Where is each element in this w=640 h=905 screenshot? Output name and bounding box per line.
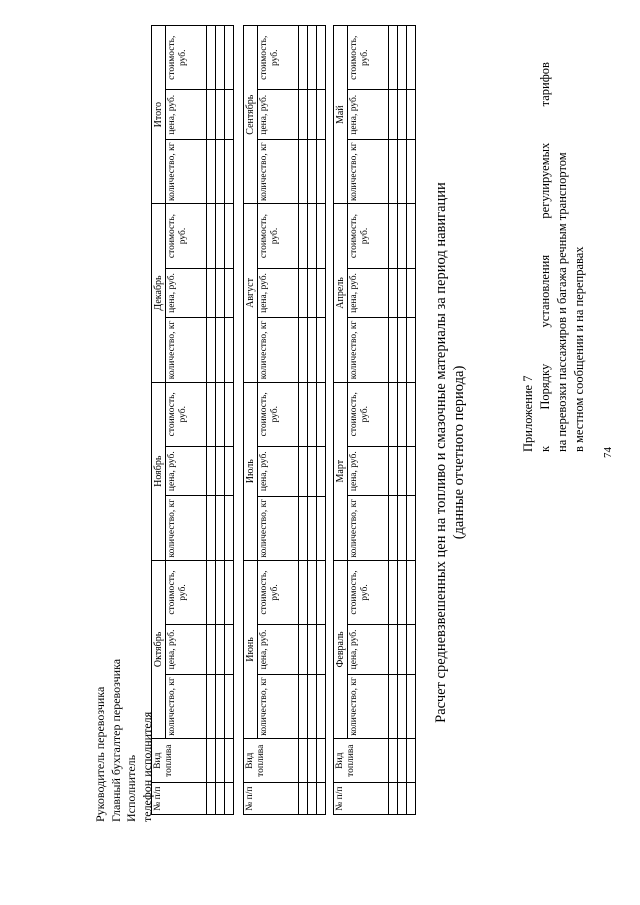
table-cell bbox=[299, 318, 308, 382]
col-header-cost: стоимость, руб. bbox=[166, 204, 207, 268]
table-cell bbox=[225, 204, 234, 268]
table-row bbox=[317, 26, 326, 815]
month-header: Итого bbox=[152, 26, 166, 204]
table-cell bbox=[216, 496, 225, 560]
appendix-block bbox=[520, 52, 588, 452]
table-cell bbox=[398, 318, 407, 382]
table-cell bbox=[308, 496, 317, 560]
table-cell bbox=[317, 674, 326, 738]
table-cell bbox=[308, 318, 317, 382]
table-cell bbox=[308, 560, 317, 624]
table-cell bbox=[317, 90, 326, 140]
table-row bbox=[299, 26, 308, 815]
table-cell bbox=[225, 26, 234, 90]
table-cell bbox=[308, 674, 317, 738]
table-cell bbox=[398, 268, 407, 318]
table-cell bbox=[216, 140, 225, 204]
month-header: Февраль bbox=[334, 560, 348, 738]
title-line-1: Расчет средневзвешенных цен на топливо и смазочные материалы за период навигации bbox=[433, 182, 449, 723]
col-header-quantity: количество, кг bbox=[258, 674, 299, 738]
col-header-price: цена, руб. bbox=[258, 446, 299, 496]
table-cell bbox=[398, 496, 407, 560]
appendix-word: регулируемых bbox=[538, 142, 552, 219]
table-cell bbox=[216, 739, 225, 783]
table-cell bbox=[308, 204, 317, 268]
table-cell bbox=[216, 382, 225, 446]
col-header-fuel-type: Вид топлива bbox=[152, 739, 207, 783]
col-header-quantity: количество, кг bbox=[348, 318, 389, 382]
col-header-fuel-type: Вид топлива bbox=[244, 739, 299, 783]
table-cell bbox=[389, 446, 398, 496]
table-cell bbox=[398, 204, 407, 268]
table-cell bbox=[398, 446, 407, 496]
col-header-quantity: количество, кг bbox=[166, 140, 207, 204]
table-cell bbox=[216, 625, 225, 675]
table-row bbox=[216, 26, 225, 815]
col-header-price: цена, руб. bbox=[348, 90, 389, 140]
table-cell bbox=[398, 739, 407, 783]
col-header-number: № п/п bbox=[152, 783, 207, 815]
table-cell bbox=[225, 496, 234, 560]
table-cell bbox=[207, 268, 216, 318]
month-header: Май bbox=[334, 26, 348, 204]
month-header: Октябрь bbox=[152, 560, 166, 738]
signature-line: Главный бухгалтер перевозчика bbox=[108, 658, 123, 822]
appendix-line-2 bbox=[537, 62, 554, 452]
col-header-cost: стоимость, руб. bbox=[258, 560, 299, 624]
month-header: Июль bbox=[244, 382, 258, 560]
table-cell bbox=[299, 446, 308, 496]
table-cell bbox=[216, 26, 225, 90]
col-header-quantity: количество, кг bbox=[348, 496, 389, 560]
table-cell bbox=[398, 140, 407, 204]
signature-line: Исполнитель bbox=[124, 754, 138, 822]
table-row bbox=[389, 26, 398, 815]
col-header-fuel-type: Вид топлива bbox=[334, 739, 389, 783]
table-cell bbox=[225, 674, 234, 738]
table-cell bbox=[207, 318, 216, 382]
table-cell bbox=[207, 783, 216, 815]
table-cell bbox=[317, 783, 326, 815]
table-cell bbox=[216, 268, 225, 318]
table-cell bbox=[225, 625, 234, 675]
col-header-quantity: количество, кг bbox=[258, 496, 299, 560]
table-cell bbox=[398, 382, 407, 446]
table-cell bbox=[299, 204, 308, 268]
table-cell bbox=[407, 625, 416, 675]
table-cell bbox=[389, 268, 398, 318]
col-header-quantity: количество, кг bbox=[166, 674, 207, 738]
table-cell bbox=[308, 140, 317, 204]
table-cell bbox=[207, 382, 216, 446]
col-header-price: цена, руб. bbox=[166, 268, 207, 318]
col-header-cost: стоимость, руб. bbox=[348, 204, 389, 268]
col-header-cost: стоимость, руб. bbox=[166, 560, 207, 624]
fuel-table-2 bbox=[243, 25, 326, 815]
table-cell bbox=[308, 26, 317, 90]
table-cell bbox=[407, 496, 416, 560]
signature-line: телефон исполнителя bbox=[139, 711, 154, 822]
table-cell bbox=[317, 140, 326, 204]
table-row bbox=[225, 26, 234, 815]
col-header-cost: стоимость, руб. bbox=[166, 26, 207, 90]
col-header-quantity: количество, кг bbox=[348, 140, 389, 204]
fuel-table-1 bbox=[333, 25, 416, 815]
table-cell bbox=[207, 90, 216, 140]
table-cell bbox=[299, 26, 308, 90]
table-cell bbox=[207, 446, 216, 496]
col-header-cost: стоимость, руб. bbox=[348, 26, 389, 90]
table-cell bbox=[317, 625, 326, 675]
table-cell bbox=[389, 560, 398, 624]
table-cell bbox=[407, 739, 416, 783]
table-cell bbox=[207, 625, 216, 675]
col-header-cost: стоимость, руб. bbox=[258, 26, 299, 90]
table-cell bbox=[216, 446, 225, 496]
col-header-cost: стоимость, руб. bbox=[258, 382, 299, 446]
col-header-price: цена, руб. bbox=[258, 90, 299, 140]
col-header-quantity: количество, кг bbox=[166, 318, 207, 382]
table-cell bbox=[308, 268, 317, 318]
table-cell bbox=[216, 674, 225, 738]
table-cell bbox=[317, 739, 326, 783]
table-cell bbox=[207, 674, 216, 738]
title-line-2: (данные отчетного периода) bbox=[451, 365, 467, 540]
table-cell bbox=[407, 382, 416, 446]
month-header: Апрель bbox=[334, 204, 348, 382]
signature-line: Руководитель перевозчика bbox=[93, 686, 107, 822]
table-cell bbox=[207, 26, 216, 90]
table-cell bbox=[225, 90, 234, 140]
table-row bbox=[308, 26, 317, 815]
table-cell bbox=[207, 140, 216, 204]
table-cell bbox=[299, 382, 308, 446]
month-header: Ноябрь bbox=[152, 382, 166, 560]
table-cell bbox=[407, 446, 416, 496]
table-row bbox=[207, 26, 216, 815]
appendix-line-3: на перевозки пассажиров и багажа речным транспортом bbox=[555, 152, 569, 452]
table-cell bbox=[216, 318, 225, 382]
appendix-word: к bbox=[538, 445, 552, 452]
col-header-price: цена, руб. bbox=[166, 90, 207, 140]
table-cell bbox=[308, 739, 317, 783]
table-cell bbox=[389, 674, 398, 738]
table-cell bbox=[407, 26, 416, 90]
table-cell bbox=[317, 496, 326, 560]
month-header: Август bbox=[244, 204, 258, 382]
col-header-cost: стоимость, руб. bbox=[348, 560, 389, 624]
table-cell bbox=[225, 382, 234, 446]
table-cell bbox=[389, 204, 398, 268]
table-cell bbox=[389, 26, 398, 90]
table-cell bbox=[225, 446, 234, 496]
table-cell bbox=[225, 783, 234, 815]
table-cell bbox=[389, 90, 398, 140]
col-header-number: № п/п bbox=[334, 783, 389, 815]
table-cell bbox=[308, 446, 317, 496]
table-cell bbox=[398, 26, 407, 90]
table-cell bbox=[407, 140, 416, 204]
col-header-cost: стоимость, руб. bbox=[166, 382, 207, 446]
col-header-price: цена, руб. bbox=[258, 625, 299, 675]
table-row bbox=[398, 26, 407, 815]
table-cell bbox=[398, 90, 407, 140]
table-cell bbox=[407, 90, 416, 140]
table-cell bbox=[207, 560, 216, 624]
table-cell bbox=[225, 318, 234, 382]
table-cell bbox=[407, 674, 416, 738]
page-number: 74 bbox=[602, 447, 614, 458]
table-cell bbox=[299, 560, 308, 624]
appendix-word: Порядку bbox=[538, 363, 552, 410]
col-header-quantity: количество, кг bbox=[258, 318, 299, 382]
table-cell bbox=[207, 204, 216, 268]
col-header-quantity: количество, кг bbox=[258, 140, 299, 204]
appendix-line-4: в местном сообщении и на переправах bbox=[572, 246, 586, 452]
table-cell bbox=[317, 268, 326, 318]
table-cell bbox=[389, 783, 398, 815]
col-header-price: цена, руб. bbox=[258, 268, 299, 318]
table-cell bbox=[308, 382, 317, 446]
table-cell bbox=[299, 625, 308, 675]
appendix-word: тарифов bbox=[538, 62, 552, 107]
table-cell bbox=[398, 625, 407, 675]
table-cell bbox=[216, 90, 225, 140]
table-cell bbox=[216, 783, 225, 815]
table-cell bbox=[299, 140, 308, 204]
table-cell bbox=[389, 382, 398, 446]
table-cell bbox=[317, 204, 326, 268]
table-cell bbox=[407, 560, 416, 624]
table-cell bbox=[225, 140, 234, 204]
table-cell bbox=[407, 268, 416, 318]
table-cell bbox=[389, 496, 398, 560]
table-cell bbox=[299, 674, 308, 738]
table-cell bbox=[389, 625, 398, 675]
appendix-title: Приложение 7 bbox=[521, 375, 535, 452]
table-cell bbox=[317, 318, 326, 382]
col-header-quantity: количество, кг bbox=[166, 496, 207, 560]
table-cell bbox=[407, 783, 416, 815]
table-cell bbox=[389, 318, 398, 382]
table-cell bbox=[216, 560, 225, 624]
table-cell bbox=[407, 204, 416, 268]
col-header-price: цена, руб. bbox=[348, 446, 389, 496]
table-cell bbox=[299, 783, 308, 815]
table-cell bbox=[299, 90, 308, 140]
table-cell bbox=[407, 318, 416, 382]
table-cell bbox=[225, 560, 234, 624]
table-cell bbox=[308, 90, 317, 140]
table-cell bbox=[389, 140, 398, 204]
signatures-block bbox=[93, 659, 155, 822]
table-cell bbox=[398, 560, 407, 624]
month-header: Декабрь bbox=[152, 204, 166, 382]
col-header-price: цена, руб. bbox=[166, 446, 207, 496]
table-cell bbox=[207, 496, 216, 560]
month-header: Сентябрь bbox=[244, 26, 258, 204]
table-cell bbox=[216, 204, 225, 268]
table-cell bbox=[207, 739, 216, 783]
table-cell bbox=[389, 739, 398, 783]
table-cell bbox=[317, 382, 326, 446]
col-header-price: цена, руб. bbox=[348, 268, 389, 318]
table-cell bbox=[398, 783, 407, 815]
fuel-table-3 bbox=[151, 25, 234, 815]
col-header-cost: стоимость, руб. bbox=[348, 382, 389, 446]
table-cell bbox=[308, 783, 317, 815]
table-cell bbox=[317, 446, 326, 496]
month-header: Март bbox=[334, 382, 348, 560]
table-row bbox=[407, 26, 416, 815]
table-cell bbox=[398, 674, 407, 738]
table-cell bbox=[308, 625, 317, 675]
table-cell bbox=[225, 268, 234, 318]
month-header: Июнь bbox=[244, 560, 258, 738]
table-cell bbox=[299, 739, 308, 783]
col-header-quantity: количество, кг bbox=[348, 674, 389, 738]
table-cell bbox=[299, 496, 308, 560]
appendix-word: установления bbox=[538, 254, 552, 328]
col-header-price: цена, руб. bbox=[348, 625, 389, 675]
col-header-cost: стоимость, руб. bbox=[258, 204, 299, 268]
col-header-number: № п/п bbox=[244, 783, 299, 815]
table-cell bbox=[299, 268, 308, 318]
table-cell bbox=[317, 560, 326, 624]
document-title bbox=[432, 0, 468, 905]
table-cell bbox=[317, 26, 326, 90]
table-cell bbox=[225, 739, 234, 783]
col-header-price: цена, руб. bbox=[166, 625, 207, 675]
